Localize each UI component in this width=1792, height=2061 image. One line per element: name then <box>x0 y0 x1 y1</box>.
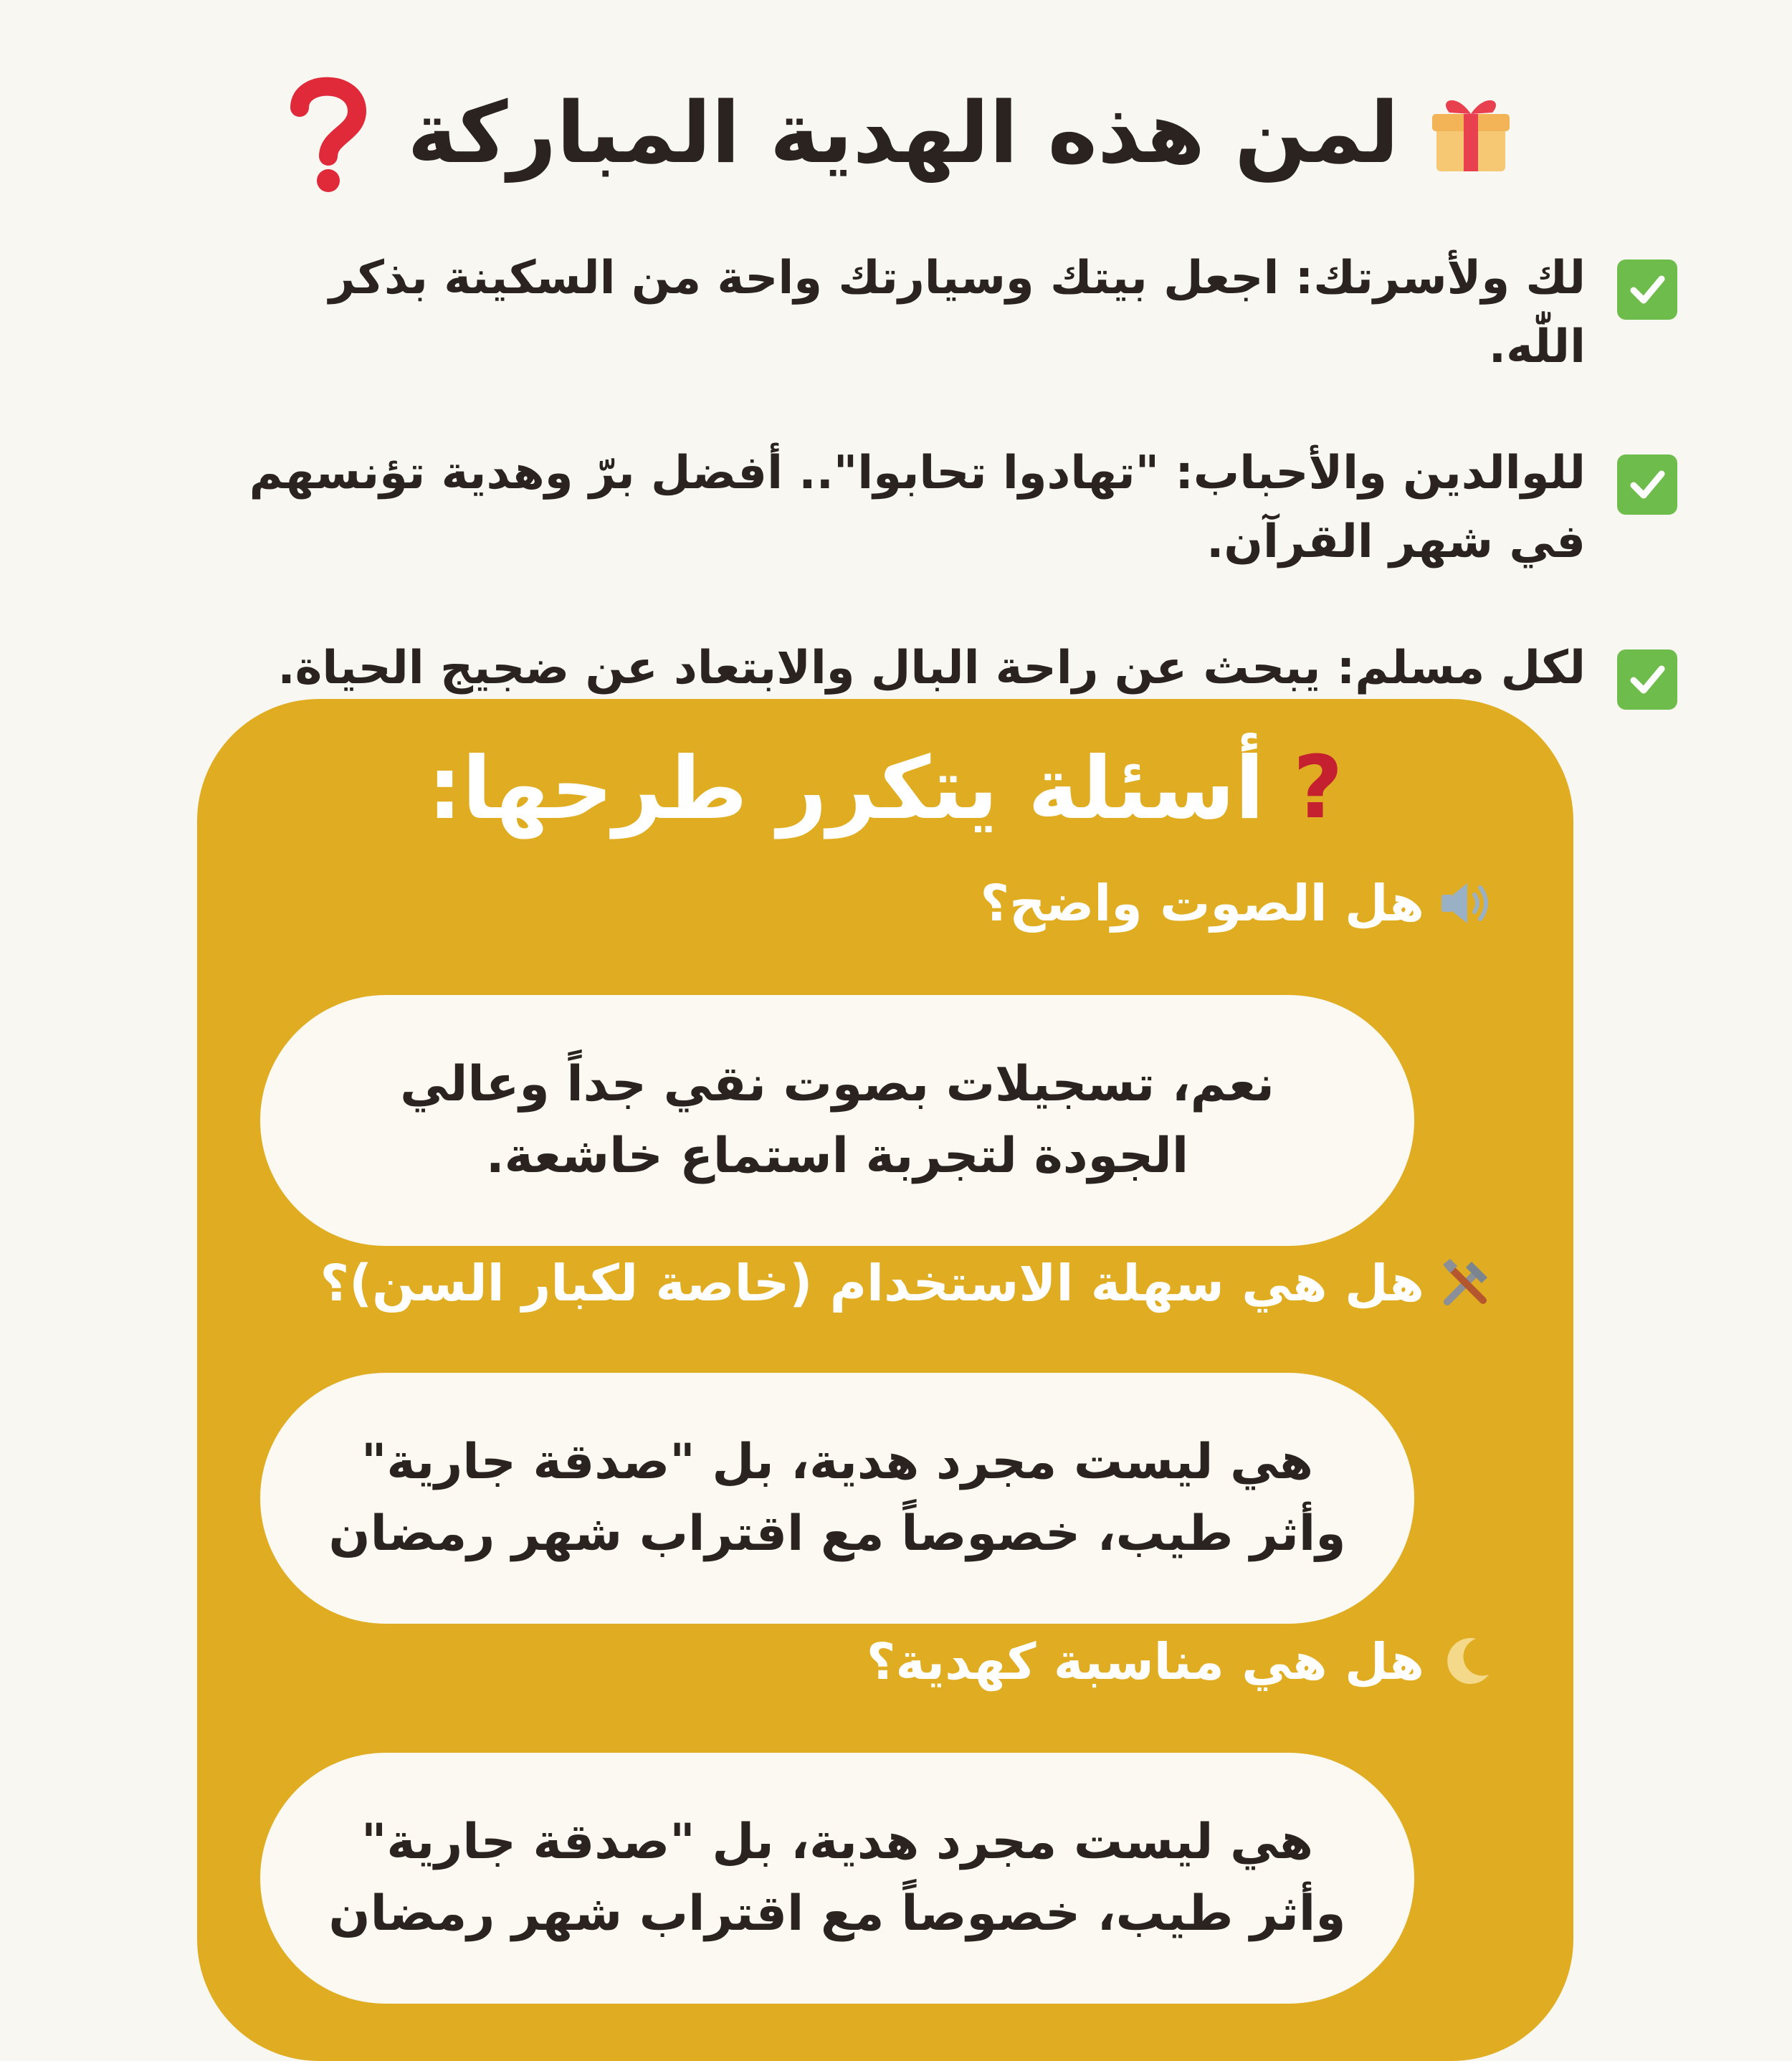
faq-question <box>981 864 1495 943</box>
gift-icon <box>1428 90 1514 176</box>
faq-answer <box>260 1373 1414 1624</box>
audience-list <box>143 244 1677 767</box>
faq-answer-text: هي ليست مجرد هدية، بل "صدقة جارية" وأثر طيب، خصوصاً مع اقتراب شهر رمضان <box>328 1434 1346 1562</box>
crescent-moon-icon <box>1437 1633 1495 1690</box>
faq-title <box>197 735 1573 842</box>
check-icon <box>1617 649 1677 710</box>
faq-answer <box>260 1753 1414 2004</box>
list-item <box>143 439 1677 576</box>
list-item-text: لك ولأسرتك: اجعل بيتك وسيارتك واحة من السكينة بذكر اللّٰه. <box>328 252 1586 373</box>
page-title-text: لمن هذه الهدية المباركة <box>407 83 1399 182</box>
faq-question <box>867 1622 1495 1701</box>
faq-card <box>197 699 1573 2061</box>
faq-answer-text: هي ليست مجرد هدية، بل "صدقة جارية" وأثر طيب، خصوصاً مع اقتراب شهر رمضان <box>328 1814 1346 1942</box>
check-icon <box>1617 260 1677 320</box>
faq-answer <box>260 995 1414 1246</box>
faq-question-text: هل الصوت واضح؟ <box>980 874 1424 933</box>
speaker-icon <box>1437 875 1495 932</box>
faq-title-text: أسئلة يتكرر طرحها: <box>427 738 1264 839</box>
faq-question-text: هل هي مناسبة كهدية؟ <box>866 1632 1424 1691</box>
list-item-text: لكل مسلم: يبحث عن راحة البال والابتعاد عن ضجيج الحياة. <box>277 642 1586 695</box>
faq-question <box>320 1244 1495 1323</box>
tools-icon <box>1437 1255 1495 1312</box>
faq-answer-text: نعم، تسجيلات بصوت نقي جداً وعالي الجودة لتجربة استماع خاشعة. <box>400 1056 1274 1184</box>
list-item-text: للوالدين والأحباب: "تهادوا تحابوا".. أفضل برّ وهدية تؤنسهم في شهر القرآن. <box>249 447 1586 568</box>
list-item <box>143 244 1677 381</box>
question-mark-icon <box>278 72 378 194</box>
faq-question-text: هل هي سهلة الاستخدام (خاصة لكبار السن)؟ <box>320 1254 1424 1313</box>
question-mark-icon: ? <box>1292 738 1343 838</box>
page-title <box>287 68 1505 197</box>
check-icon <box>1617 454 1677 515</box>
